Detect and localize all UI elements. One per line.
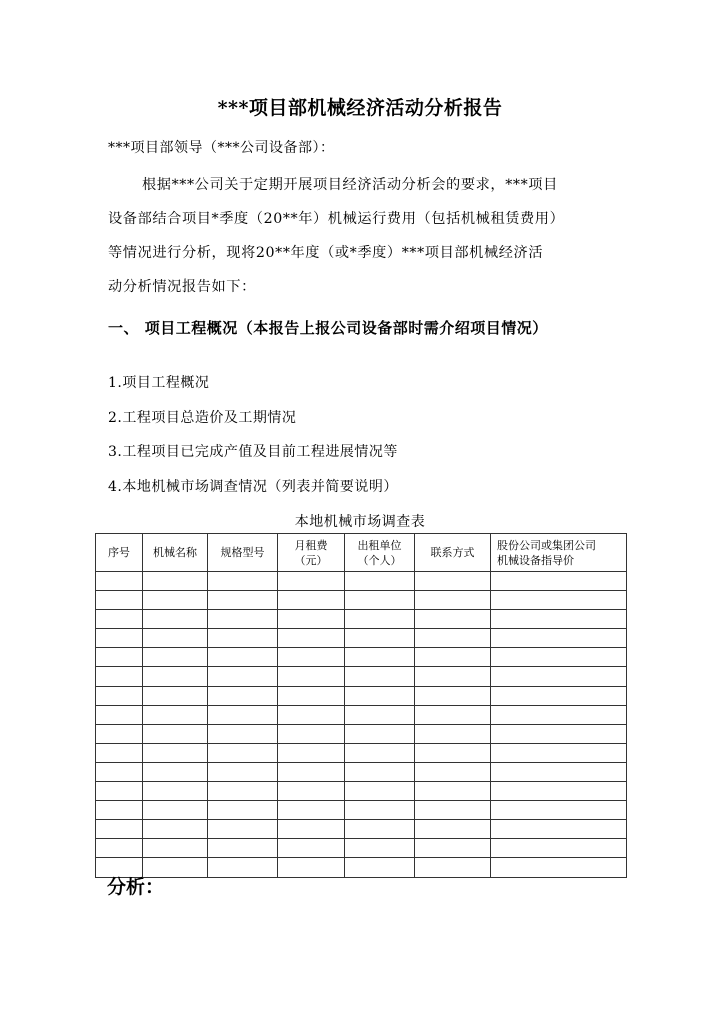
table-cell — [278, 667, 345, 686]
table-cell — [491, 858, 627, 877]
table-cell — [208, 801, 278, 820]
table-header-cell — [143, 534, 208, 572]
table-row — [96, 667, 627, 686]
table-cell — [415, 610, 491, 629]
table-cell — [143, 610, 208, 629]
table-cell — [415, 667, 491, 686]
table-cell — [208, 610, 278, 629]
table-cell — [96, 839, 143, 858]
table-header-text: 股份公司或集团公司 — [497, 538, 596, 552]
table-cell — [345, 610, 415, 629]
table-cell — [415, 686, 491, 705]
table-cell — [143, 801, 208, 820]
table-row — [96, 762, 627, 781]
table-cell — [143, 762, 208, 781]
table-cell — [491, 667, 627, 686]
table-row — [96, 610, 627, 629]
table-cell — [491, 572, 627, 591]
table-cell — [208, 782, 278, 801]
table-cell — [143, 648, 208, 667]
list-item: 3.工程项目已完成产值及目前工程进展情况等 — [108, 444, 398, 460]
table-cell — [208, 572, 278, 591]
table-header-text: （元） — [294, 553, 328, 567]
table-cell — [278, 858, 345, 877]
intro-line: 设备部结合项目*季度（20**年）机械运行费用（包括机械租赁费用） — [108, 211, 565, 227]
table-header-text: 联系方式 — [430, 546, 475, 559]
table-cell — [345, 629, 415, 648]
report-title: ***项目部机械经济活动分析报告 — [217, 97, 503, 119]
table-cell — [208, 724, 278, 743]
table-row — [96, 591, 627, 610]
table-cell — [208, 629, 278, 648]
table-cell — [345, 724, 415, 743]
table-cell — [415, 858, 491, 877]
table-row — [96, 724, 627, 743]
salutation: ***项目部领导（***公司设备部）： — [108, 140, 335, 156]
table-header-cell — [208, 534, 278, 572]
table-row — [96, 705, 627, 724]
table-cell — [278, 686, 345, 705]
table-cell — [345, 820, 415, 839]
table-row — [96, 648, 627, 667]
table-cell — [208, 839, 278, 858]
table-cell — [491, 820, 627, 839]
table-cell — [491, 743, 627, 762]
table-header-text: 出租单位 — [357, 538, 402, 552]
table-cell — [143, 705, 208, 724]
table-cell — [345, 743, 415, 762]
table-cell — [415, 648, 491, 667]
table-header-cell — [415, 534, 491, 572]
intro-line: 动分析情况报告如下： — [108, 279, 256, 295]
table-cell — [345, 648, 415, 667]
table-cell — [345, 762, 415, 781]
table-header-text: （个人） — [357, 553, 402, 567]
table-cell — [143, 820, 208, 839]
table-cell — [491, 762, 627, 781]
table-cell — [491, 648, 627, 667]
table-cell — [491, 782, 627, 801]
table-cell — [96, 648, 143, 667]
table-cell — [415, 572, 491, 591]
table-cell — [143, 839, 208, 858]
table-cell — [278, 782, 345, 801]
table-cell — [415, 762, 491, 781]
table-cell — [96, 610, 143, 629]
table-header-text: 规格型号 — [220, 546, 265, 559]
table-row — [96, 782, 627, 801]
list-item: 2.工程项目总造价及工期情况 — [108, 409, 297, 426]
table-cell — [415, 629, 491, 648]
table-cell — [278, 629, 345, 648]
table-cell — [143, 743, 208, 762]
table-cell — [143, 629, 208, 648]
table-cell — [278, 648, 345, 667]
table-cell — [491, 629, 627, 648]
table-header-cell — [96, 534, 143, 572]
table-header-text: 月租费 — [294, 538, 328, 552]
table-row — [96, 801, 627, 820]
table-cell — [208, 743, 278, 762]
table-cell — [345, 801, 415, 820]
table-header-cell — [278, 534, 345, 572]
table-header-text: 机械设备指导价 — [497, 553, 574, 567]
table-cell — [143, 724, 208, 743]
table-row — [96, 743, 627, 762]
intro-line: 等情况进行分析，现将20**年度（或*季度）***项目部机械经济活 — [108, 245, 544, 261]
intro-paragraph — [108, 168, 618, 304]
market-survey-table — [95, 533, 627, 878]
table-row — [96, 686, 627, 705]
table-cell — [491, 686, 627, 705]
table-cell — [491, 591, 627, 610]
table-cell — [415, 820, 491, 839]
table-cell — [278, 591, 345, 610]
analysis-label: 分析： — [107, 876, 165, 898]
table-cell — [278, 801, 345, 820]
overview-list — [108, 372, 398, 510]
table-cell — [415, 724, 491, 743]
table-cell — [96, 591, 143, 610]
table-cell — [415, 839, 491, 858]
table-cell — [143, 667, 208, 686]
table-cell — [96, 820, 143, 839]
table-cell — [96, 686, 143, 705]
table-cell — [345, 686, 415, 705]
table-cell — [278, 610, 345, 629]
table-cell — [143, 572, 208, 591]
table-cell — [278, 839, 345, 858]
table-cell — [491, 839, 627, 858]
table-cell — [345, 782, 415, 801]
table-cell — [345, 705, 415, 724]
table-cell — [208, 820, 278, 839]
table-cell — [96, 782, 143, 801]
table-header-cell — [491, 534, 627, 572]
table-cell — [208, 591, 278, 610]
table-body — [96, 572, 627, 878]
table-cell — [96, 801, 143, 820]
table-cell — [278, 820, 345, 839]
table-cell — [345, 572, 415, 591]
table-cell — [278, 705, 345, 724]
table-cell — [491, 610, 627, 629]
table-cell — [415, 801, 491, 820]
table-cell — [491, 705, 627, 724]
table-cell — [345, 667, 415, 686]
table-header-cell — [345, 534, 415, 572]
table-cell — [415, 782, 491, 801]
list-item: 4.本地机械市场调查情况（列表并简要说明） — [108, 478, 398, 495]
table-cell — [96, 705, 143, 724]
table-cell — [143, 591, 208, 610]
table-cell — [96, 743, 143, 762]
table-row — [96, 629, 627, 648]
table-cell — [96, 724, 143, 743]
table-cell — [278, 762, 345, 781]
table-cell — [345, 839, 415, 858]
table-cell — [208, 858, 278, 877]
table-cell — [208, 705, 278, 724]
table-cell — [208, 667, 278, 686]
table-header-row — [96, 534, 627, 572]
table-cell — [345, 858, 415, 877]
table-cell — [491, 801, 627, 820]
table-cell — [278, 572, 345, 591]
table-row — [96, 572, 627, 591]
table-cell — [491, 724, 627, 743]
table-cell — [415, 705, 491, 724]
table-header-text: 序号 — [108, 546, 130, 559]
table-row — [96, 858, 627, 877]
table-cell — [345, 591, 415, 610]
table-cell — [96, 762, 143, 781]
table-cell — [143, 686, 208, 705]
table-cell — [96, 629, 143, 648]
table-cell — [208, 648, 278, 667]
table-header-text: 机械名称 — [153, 546, 197, 559]
table-row — [96, 839, 627, 858]
table-cell — [96, 667, 143, 686]
table-cell — [208, 762, 278, 781]
table-cell — [208, 686, 278, 705]
section-heading: 一、 项目工程概况（本报告上报公司设备部时需介绍项目情况） — [108, 319, 548, 337]
table-cell — [96, 572, 143, 591]
table-cell — [143, 782, 208, 801]
table-cell — [415, 743, 491, 762]
intro-line: 根据***公司关于定期开展项目经济活动分析会的要求，***项目 — [142, 177, 558, 193]
table-cell — [278, 743, 345, 762]
table-cell — [278, 724, 345, 743]
table-caption: 本地机械市场调查表 — [294, 514, 426, 530]
list-item: 1.项目工程概况 — [108, 375, 210, 391]
table-cell — [415, 591, 491, 610]
table-row — [96, 820, 627, 839]
